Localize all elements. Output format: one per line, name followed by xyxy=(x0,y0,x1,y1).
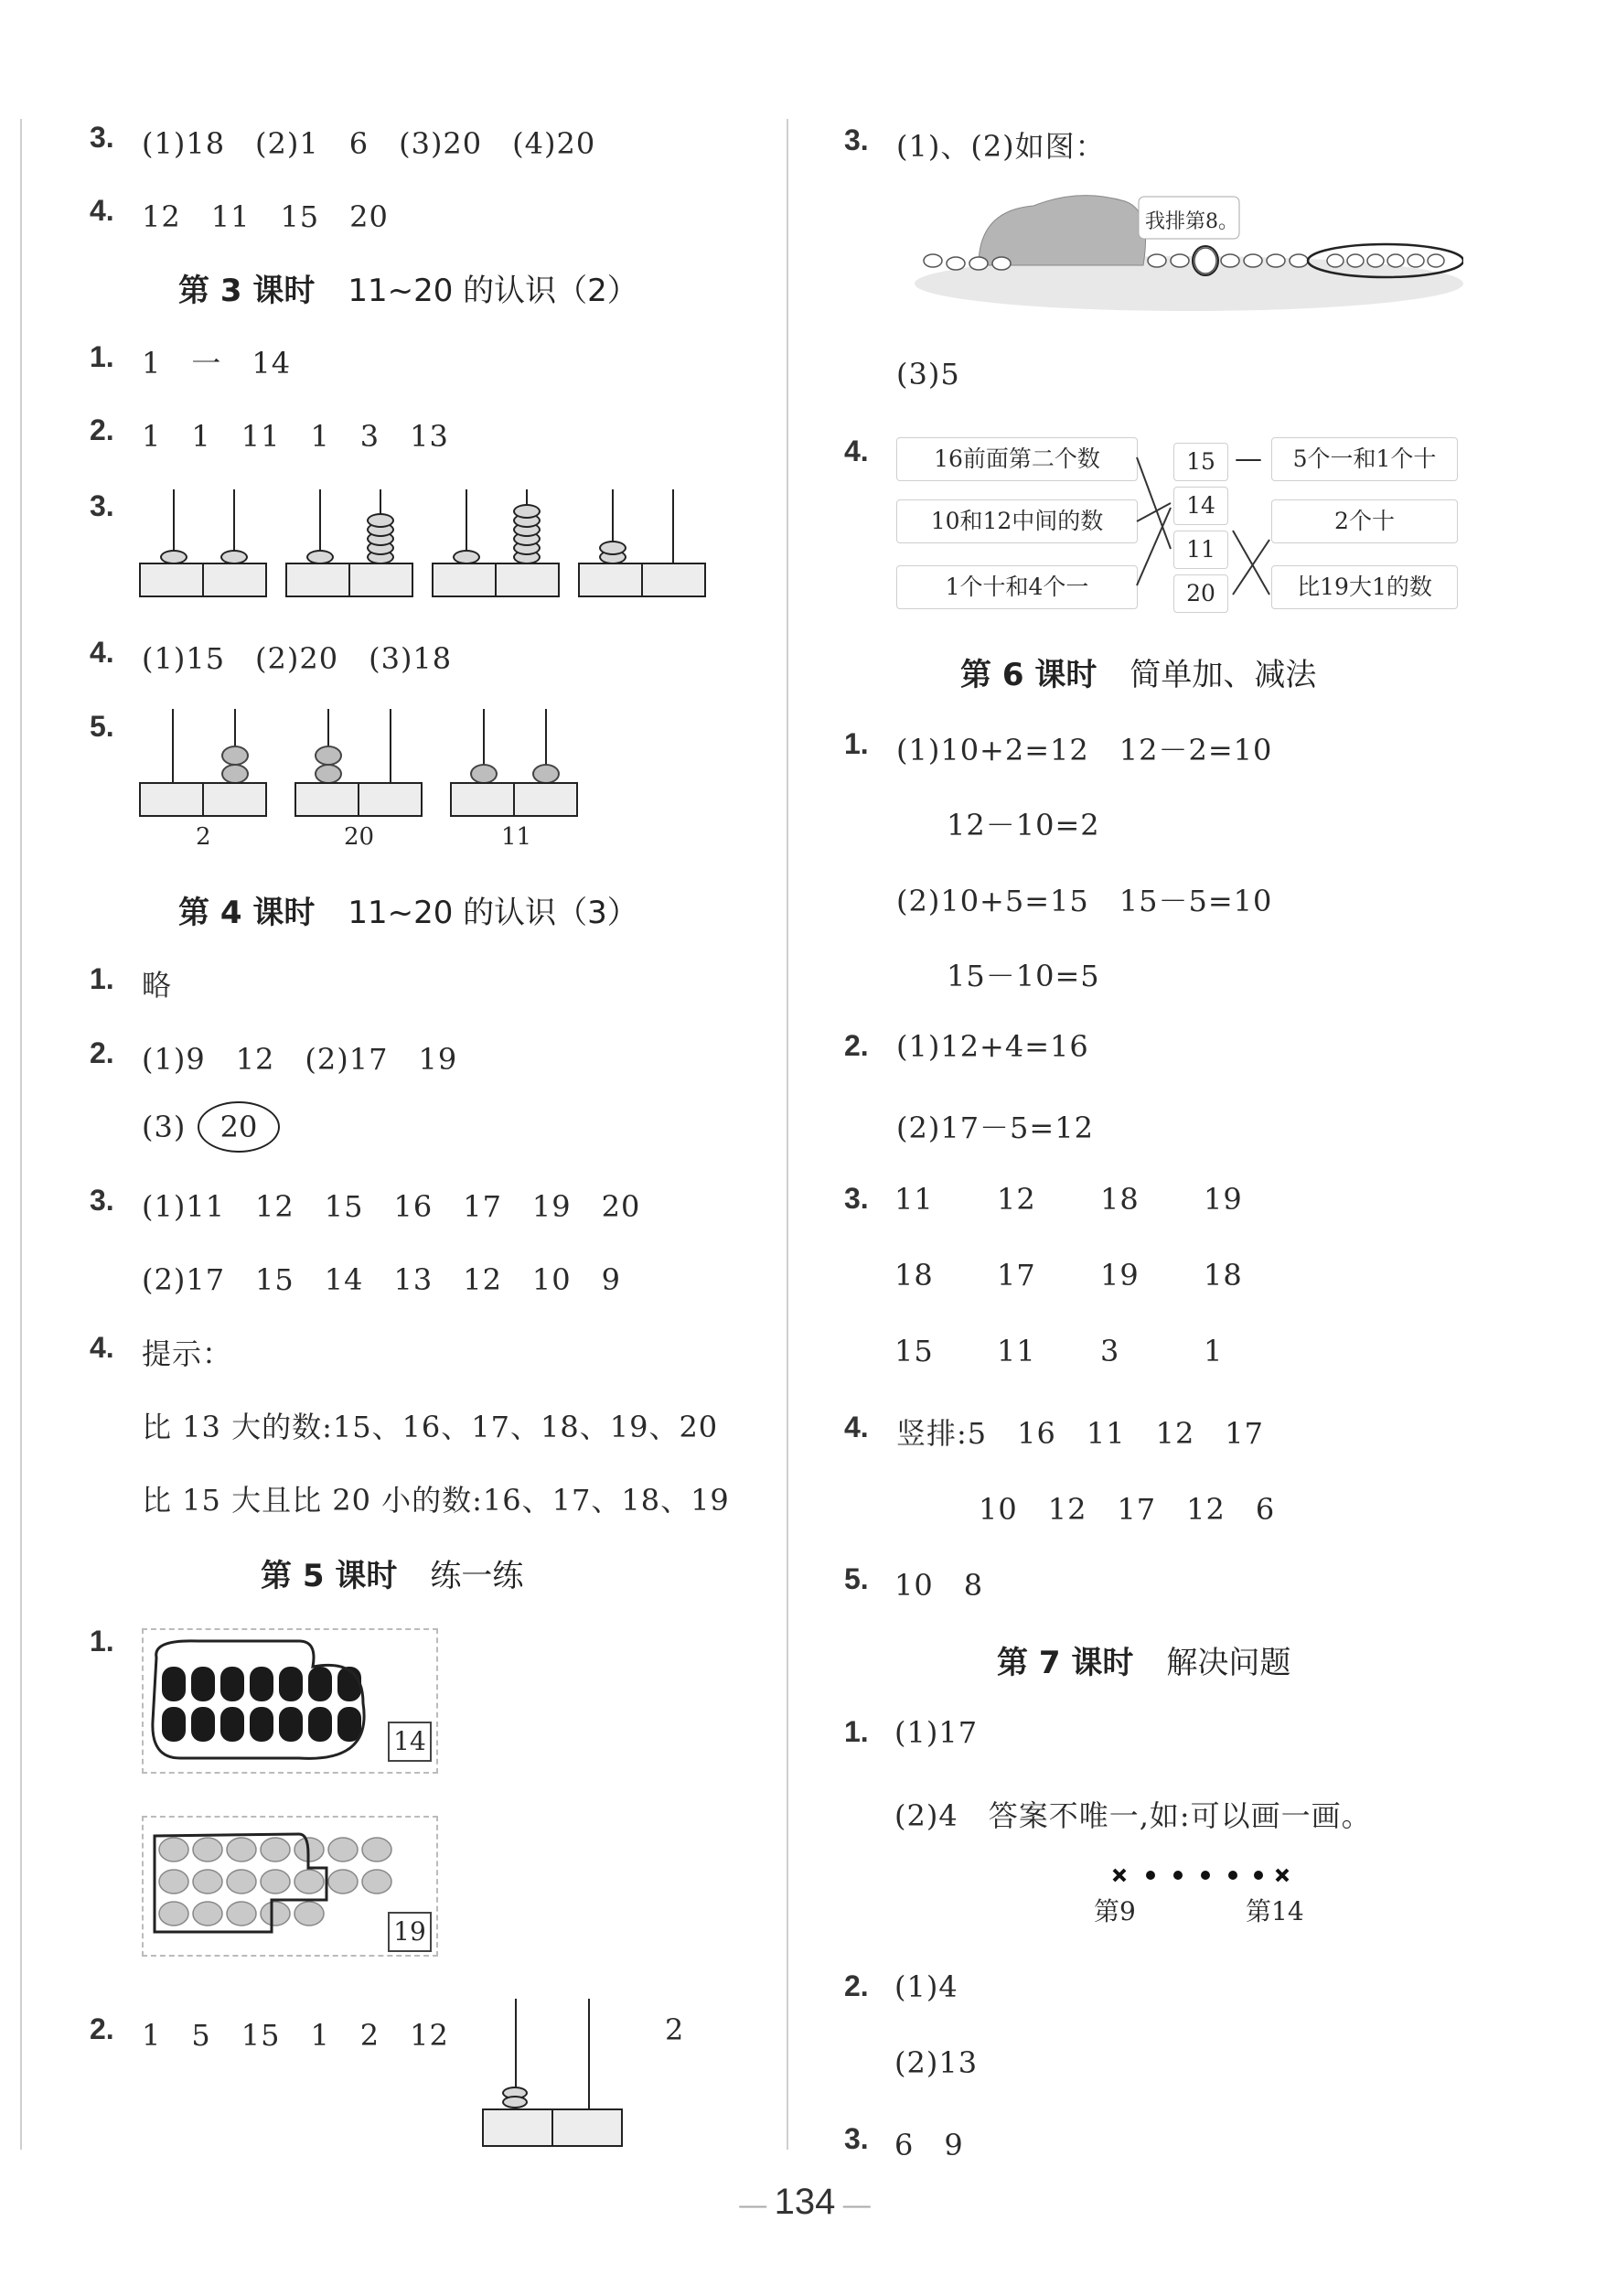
question-number: 1. xyxy=(844,1715,869,1748)
question-number: 3. xyxy=(90,489,114,522)
question-number: 5. xyxy=(90,710,114,743)
answer-text: (1)10+2=12 12－2=10 xyxy=(896,733,1273,767)
right-card: 5个一和1个十 xyxy=(1271,437,1458,481)
left-margin-rule xyxy=(20,119,22,2150)
abacus xyxy=(139,489,267,595)
answer-box: 14 xyxy=(388,1722,432,1762)
question-number: 1. xyxy=(90,962,114,995)
answer-text: (1)11 12 15 16 17 19 20 xyxy=(142,1189,641,1224)
question-number: 4. xyxy=(90,636,114,669)
grid-cell: 12 xyxy=(997,1182,1036,1217)
ducks-illustration xyxy=(915,183,1463,320)
match-dash: — xyxy=(1235,443,1262,475)
question-number: 3. xyxy=(844,1182,869,1215)
question-number: 2. xyxy=(844,1029,869,1062)
line-of-people-drawing xyxy=(1107,1864,1299,1886)
answer-text: 竖排:5 16 11 12 17 xyxy=(896,1416,1265,1451)
grid-cell: 15 xyxy=(894,1334,934,1368)
answer-text: 2 xyxy=(665,2012,685,2047)
question-number: 2. xyxy=(90,413,114,446)
answer-text: (1)15 (2)20 (3)18 xyxy=(142,641,453,676)
circled-answer: 20 xyxy=(198,1101,280,1153)
answer-text: 12 11 15 20 xyxy=(142,199,389,234)
grid-cell: 18 xyxy=(894,1258,934,1293)
abacus xyxy=(432,489,560,595)
question-number: 3. xyxy=(844,2122,869,2155)
answer-text: 10 12 17 12 6 xyxy=(979,1492,1276,1527)
question-number: 1. xyxy=(90,1625,114,1658)
abacus xyxy=(482,1999,628,2145)
question-number: 4. xyxy=(90,194,114,227)
number-card: 15 xyxy=(1173,443,1228,481)
answer-text: (1)9 12 (2)17 19 xyxy=(142,1042,458,1077)
question-number: 4. xyxy=(844,1411,869,1443)
number-card: 11 xyxy=(1173,531,1228,569)
answer-box: 19 xyxy=(388,1912,432,1952)
position-label: 第14 xyxy=(1246,1896,1304,1926)
lesson-title: 第 4 课时 11~20 的认识（3） xyxy=(178,895,638,931)
grid-cell: 18 xyxy=(1204,1258,1243,1293)
lesson-title: 第 6 课时 简单加、减法 xyxy=(960,657,1317,693)
answer-text: (1)、(2)如图： xyxy=(896,129,1106,164)
grid-cell: 18 xyxy=(1100,1182,1140,1217)
abacus-label: 2 xyxy=(196,823,211,851)
grid-cell: 11 xyxy=(997,1334,1036,1368)
answer-text: 10 8 xyxy=(894,1568,984,1603)
grid-cell: 19 xyxy=(1204,1182,1243,1217)
lesson-title: 第 7 课时 解决问题 xyxy=(997,1645,1291,1681)
left-card: 16前面第二个数 xyxy=(896,437,1138,481)
answer-text: 比 13 大的数:15、16、17、18、19、20 xyxy=(142,1410,719,1444)
number-card: 14 xyxy=(1173,487,1228,525)
column-divider xyxy=(787,119,788,2150)
answer-text: 比 15 大且比 20 小的数:16、17、18、19 xyxy=(142,1483,730,1518)
answer-text: 1 1 11 1 3 13 xyxy=(142,419,449,454)
abacus xyxy=(139,709,267,819)
answer-text: 提示： xyxy=(142,1336,233,1371)
abacus-label: 20 xyxy=(344,823,375,851)
question-number: 1. xyxy=(844,727,869,760)
answer-text: (2)10+5=15 15－5=10 xyxy=(896,884,1273,918)
question-number: 2. xyxy=(844,1969,869,2002)
answer-text: (3) xyxy=(142,1110,187,1144)
answer-text: (1)18 (2)1 6 (3)20 (4)20 xyxy=(142,126,596,161)
page-number: — 134 — xyxy=(739,2182,871,2222)
abacus-label: 11 xyxy=(501,823,532,851)
number-card: 20 xyxy=(1173,574,1228,613)
left-card: 10和12中间的数 xyxy=(896,499,1138,543)
answer-text: (1)17 xyxy=(894,1715,979,1750)
question-number: 2. xyxy=(90,1036,114,1069)
matching-lines xyxy=(1134,430,1280,622)
answer-text: 1 一 14 xyxy=(142,346,292,381)
answer-text: 1 5 15 1 2 12 xyxy=(142,2018,449,2053)
lesson-title: 第 5 课时 练一练 xyxy=(261,1558,524,1594)
answer-text: (1)12+4=16 xyxy=(896,1029,1089,1064)
answer-text: 略 xyxy=(142,968,173,1003)
answer-text: (1)4 xyxy=(894,1969,958,2004)
abacus xyxy=(578,489,706,595)
grid-cell: 19 xyxy=(1100,1258,1140,1293)
answer-text: 15－10=5 xyxy=(947,959,1100,993)
speech-bubble: 我排第8。 xyxy=(1145,210,1238,233)
grid-cell: 3 xyxy=(1100,1334,1120,1368)
answer-text: (2)13 xyxy=(894,2045,979,2080)
left-card: 1个十和4个一 xyxy=(896,565,1138,609)
right-card: 2个十 xyxy=(1271,499,1458,543)
grid-cell: 17 xyxy=(997,1258,1036,1293)
answer-text: (2)17 15 14 13 12 10 9 xyxy=(142,1262,622,1297)
question-number: 3. xyxy=(844,123,869,156)
answer-text: 6 9 xyxy=(894,2128,964,2162)
answer-text: (3)5 xyxy=(896,357,960,392)
question-number: 3. xyxy=(90,1184,114,1217)
question-number: 5. xyxy=(844,1562,869,1595)
lesson-title: 第 3 课时 11~20 的认识（2） xyxy=(178,273,638,309)
grid-cell: 1 xyxy=(1204,1334,1224,1368)
ducks-drawing xyxy=(915,183,1463,320)
answer-text: (2)17－5=12 xyxy=(896,1110,1094,1145)
question-number: 4. xyxy=(90,1331,114,1364)
right-card: 比19大1的数 xyxy=(1271,565,1458,609)
abacus xyxy=(294,709,423,819)
question-number: 3. xyxy=(90,121,114,154)
abacus xyxy=(450,709,578,819)
grid-cell: 11 xyxy=(894,1182,934,1217)
question-number: 1. xyxy=(90,340,114,373)
question-number: 4. xyxy=(844,435,869,467)
position-label: 第9 xyxy=(1094,1896,1136,1926)
answer-text: (2)4 答案不唯一,如:可以画一画。 xyxy=(894,1798,1372,1833)
question-number: 2. xyxy=(90,2012,114,2045)
abacus xyxy=(285,489,413,595)
answer-text: 12－10=2 xyxy=(947,808,1100,842)
